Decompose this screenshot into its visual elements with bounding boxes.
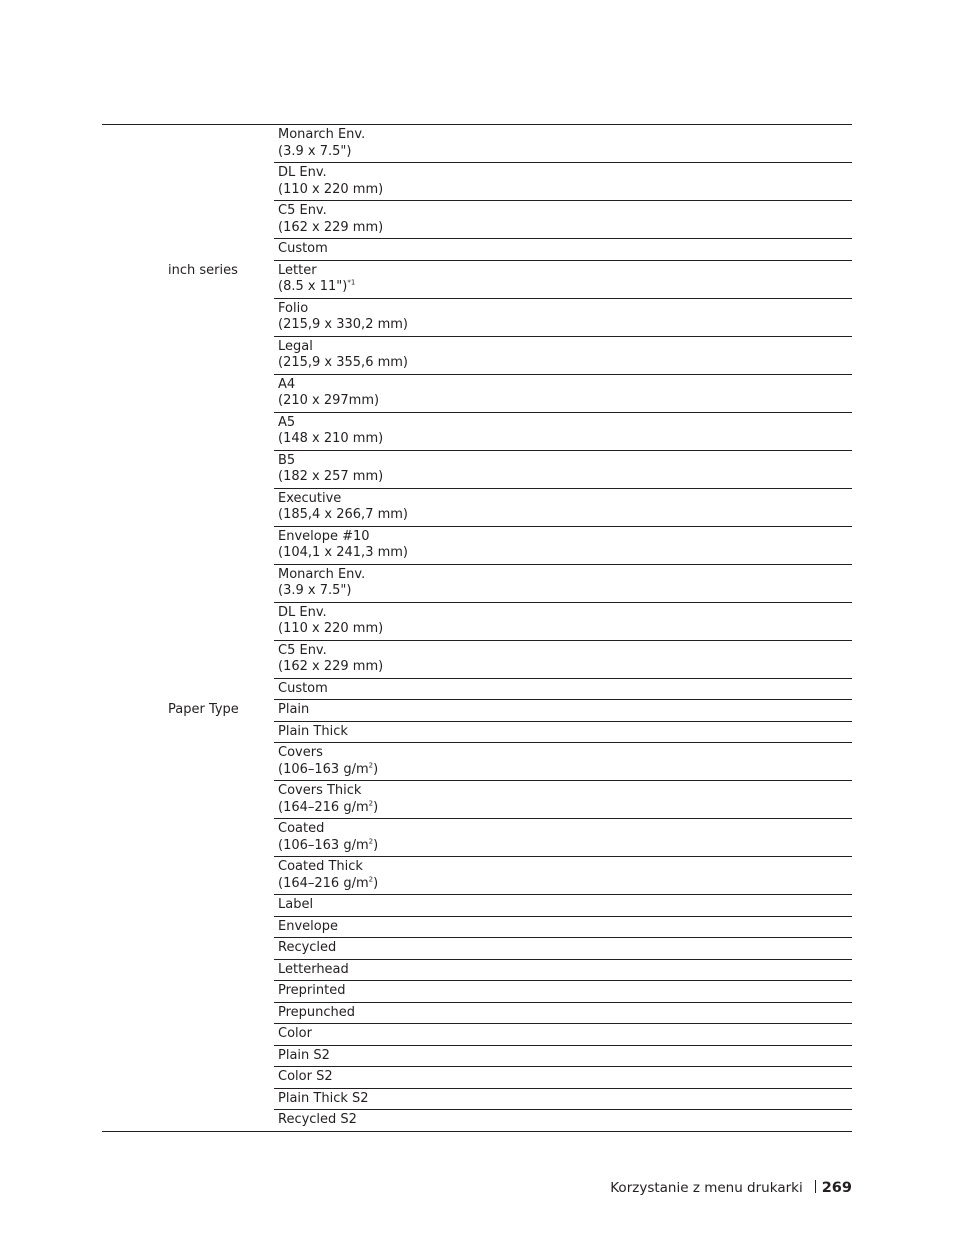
option-size: [278, 355, 852, 372]
option-name: Coated Thick: [278, 859, 363, 874]
option-row: [274, 916, 852, 938]
option-size-text: (3.9 x 7.5"): [278, 583, 352, 598]
option-size: [278, 182, 852, 199]
option-name: Covers: [278, 745, 323, 760]
option-name: Legal: [278, 338, 313, 354]
option-name: DL Env.: [278, 604, 327, 620]
option-size: [278, 545, 852, 562]
option-size-text: (185,4 x 266,7 mm): [278, 507, 408, 522]
option-name: Letterhead: [278, 961, 349, 977]
option-row: [274, 1088, 852, 1110]
option-size-text: (148 x 210 mm): [278, 431, 384, 446]
option-size-text: (210 x 297mm): [278, 393, 380, 408]
option-name: Coated: [278, 821, 325, 836]
group-label: Paper Type: [168, 702, 239, 717]
option-name: Prepunched: [278, 1004, 356, 1020]
option-row: [274, 780, 852, 818]
option-size: [278, 393, 852, 410]
option-row: [274, 818, 852, 856]
option-size-suffix: ): [373, 799, 379, 815]
option-row: [274, 937, 852, 959]
option-size-text: (164–216 g/m: [278, 799, 369, 815]
group-label: inch series: [168, 262, 238, 278]
option-row: [274, 162, 852, 200]
settings-table: [102, 124, 852, 1132]
option-name: Custom: [278, 241, 328, 256]
option-row: [274, 488, 852, 526]
option-row: [274, 238, 852, 260]
option-row: [274, 526, 852, 564]
option-name: C5 Env.: [278, 642, 327, 658]
option-row: [274, 678, 852, 700]
option-size-suffix: ): [373, 761, 379, 777]
option-size-text: (162 x 229 mm): [278, 659, 384, 674]
option-row: [274, 1045, 852, 1067]
option-name: A5: [278, 414, 296, 430]
option-row: [274, 450, 852, 488]
option-size-text: (162 x 229 mm): [278, 219, 384, 235]
option-row: [274, 260, 852, 298]
option-name: Monarch Env.: [278, 566, 366, 582]
option-name: Color S2: [278, 1069, 333, 1084]
option-name: Envelope: [278, 918, 338, 934]
option-size-text: (110 x 220 mm): [278, 181, 384, 197]
option-size: [278, 507, 852, 524]
option-size: [278, 621, 852, 638]
option-name: Letter: [278, 262, 317, 278]
superscript: 2: [368, 761, 374, 770]
option-size: [278, 469, 852, 486]
option-name: Custom: [278, 680, 328, 696]
option-row: [274, 1002, 852, 1024]
option-name: B5: [278, 452, 296, 468]
option-row: [274, 336, 852, 374]
option-name: Executive: [278, 490, 342, 506]
option-row: [274, 412, 852, 450]
option-size: [278, 279, 852, 296]
option-size-text: (215,9 x 330,2 mm): [278, 317, 408, 332]
option-row: [274, 856, 852, 894]
option-name: Label: [278, 897, 314, 912]
option-size: [278, 659, 852, 676]
option-row: [274, 1066, 852, 1088]
option-name: Plain S2: [278, 1047, 330, 1063]
option-row: [274, 980, 852, 1002]
option-name: Plain: [278, 702, 310, 717]
option-size: [278, 220, 852, 237]
option-name: Recycled S2: [278, 1112, 357, 1127]
option-size: [278, 431, 852, 448]
option-name: Plain Thick S2: [278, 1090, 369, 1106]
option-row: [274, 699, 852, 721]
option-row: [274, 742, 852, 780]
option-row: [274, 894, 852, 916]
option-size-text: (182 x 257 mm): [278, 469, 384, 484]
superscript: *1: [347, 278, 356, 287]
option-row: [274, 721, 852, 743]
option-row: [274, 298, 852, 336]
option-name: Color: [278, 1026, 312, 1041]
option-group: [102, 260, 852, 700]
option-row: [274, 1109, 852, 1131]
page-footer: [610, 1178, 852, 1198]
option-name: Monarch Env.: [278, 127, 366, 142]
option-row: [274, 125, 852, 162]
option-size: [278, 317, 852, 334]
option-size-text: (106–163 g/m: [278, 761, 369, 777]
option-size-suffix: ): [373, 837, 379, 853]
option-group: [102, 699, 852, 1131]
option-group: [102, 125, 852, 260]
option-name: DL Env.: [278, 165, 327, 180]
option-size: [278, 876, 852, 893]
option-size-text: (110 x 220 mm): [278, 621, 384, 636]
option-size-text: (104,1 x 241,3 mm): [278, 545, 408, 560]
option-size: [278, 762, 852, 779]
option-size: [278, 838, 852, 855]
option-row: [274, 640, 852, 678]
superscript: 2: [368, 837, 374, 846]
option-name: Covers Thick: [278, 783, 362, 798]
option-name: Preprinted: [278, 983, 346, 998]
footer-text: Korzystanie z menu drukarki: [610, 1180, 803, 1196]
option-row: [274, 602, 852, 640]
footer-separator: [815, 1180, 816, 1193]
option-name: A4: [278, 376, 296, 392]
superscript: 2: [368, 875, 374, 884]
option-row: [274, 1023, 852, 1045]
option-row: [274, 200, 852, 238]
option-row: [274, 374, 852, 412]
option-size-text: (215,9 x 355,6 mm): [278, 355, 408, 370]
superscript: 2: [368, 799, 374, 808]
option-name: Envelope #10: [278, 528, 370, 544]
option-size-text: (164–216 g/m: [278, 875, 369, 891]
option-name: Plain Thick: [278, 723, 348, 739]
option-size: [278, 583, 852, 600]
option-size-text: (8.5 x 11"): [278, 279, 348, 294]
option-size-text: (3.9 x 7.5"): [278, 143, 352, 159]
option-row: [274, 564, 852, 602]
option-size-text: (106–163 g/m: [278, 837, 369, 853]
option-size: [278, 144, 852, 161]
option-size-suffix: ): [373, 875, 379, 891]
page-number: 269: [821, 1180, 852, 1196]
option-name: Recycled: [278, 940, 337, 955]
option-row: [274, 959, 852, 981]
option-size: [278, 800, 852, 817]
option-name: Folio: [278, 300, 309, 316]
option-name: C5 Env.: [278, 203, 327, 218]
